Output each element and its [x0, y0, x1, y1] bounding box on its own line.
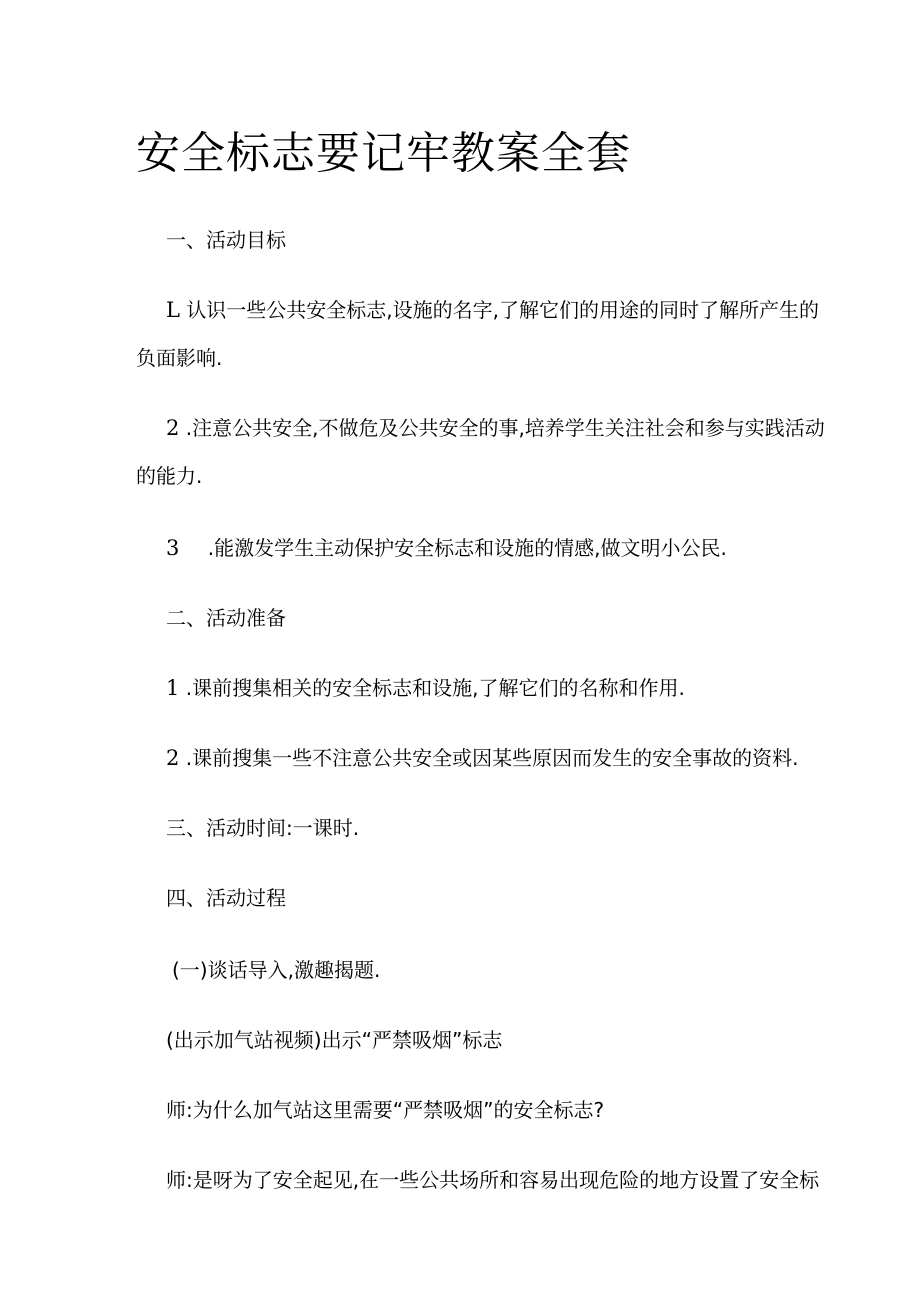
paragraph-teacher-answer: 师:是呀为了安全起见,在一些公共场所和容易出现危险的地方设置了安全标 — [166, 1168, 820, 1192]
step-1-heading: (一)谈话导入,激趣揭题. — [172, 958, 381, 982]
prep-2-number: 2 — [166, 746, 180, 770]
goal-2-text: .注意公共安全,不做危及公共安全的事,培养学生关注社会和参与实践活动 — [185, 416, 825, 440]
goal-1-number: L — [166, 298, 180, 322]
prep-1-number: 1 — [166, 676, 180, 700]
section-heading-process: 四、活动过程 — [166, 886, 286, 910]
section-heading-preparation: 二、活动准备 — [166, 606, 286, 630]
prep-2-text: .课前搜集一些不注意公共安全或因某些原因而发生的安全事故的资料. — [185, 746, 799, 770]
goal-3-line — [166, 534, 727, 562]
goal-2-continuation: 的能力. — [136, 464, 203, 488]
document-title: 安全标志要记牢教案全套 — [136, 128, 631, 179]
prep-1-text: .课前搜集相关的安全标志和设施,了解它们的名称和作用. — [185, 676, 685, 700]
section-heading-goals: 一、活动目标 — [166, 228, 286, 252]
paragraph-video: (出示加气站视频)出示“严禁吸烟”标志 — [166, 1028, 503, 1052]
goal-2-first-line — [166, 414, 825, 442]
goal-2-number: 2 — [166, 416, 180, 440]
goal-1-first-line — [166, 296, 819, 324]
prep-2-line — [166, 744, 798, 772]
goal-3-number: 3 — [166, 536, 180, 560]
goal-3-text: .能激发学生主动保护安全标志和设施的情感,做文明小公民. — [207, 536, 727, 560]
goal-1-continuation: 负面影响. — [136, 346, 223, 370]
section-heading-time: 三、活动时间:一课时. — [166, 816, 360, 840]
paragraph-teacher-question: 师:为什么加气站这里需要“严禁吸烟”的安全标志? — [166, 1098, 605, 1122]
prep-1-line — [166, 674, 685, 702]
goal-1-text: 认识一些公共安全标志,设施的名字,了解它们的用途的同时了解所产生的 — [186, 298, 820, 322]
